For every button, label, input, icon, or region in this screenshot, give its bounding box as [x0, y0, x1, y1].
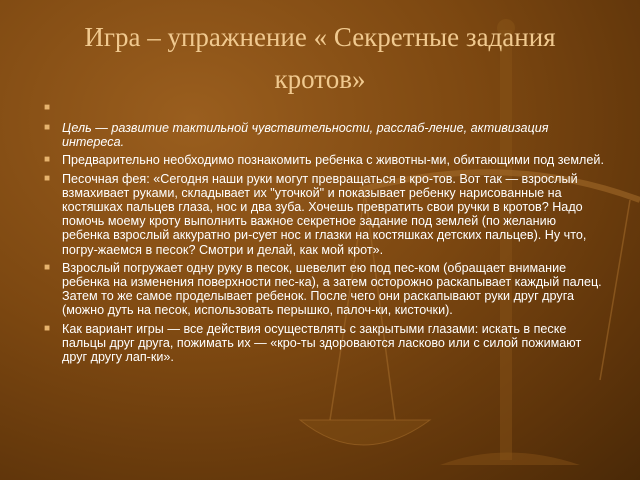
square-bullet-icon: ■	[44, 261, 51, 273]
list-item-preparation: ■ Предварительно необходимо познакомить ребенка с животны-ми, обитающими под землей.	[44, 153, 604, 168]
slide-title: Игра – упражнение « Секретные задания кротов»	[84, 22, 556, 94]
square-bullet-icon: ■	[44, 154, 51, 166]
list-item-goal: ■ Цель — развитие тактильной чувствительности, расслаб-ление, активизация интереса.	[44, 121, 549, 150]
list-item-empty	[44, 101, 604, 115]
slide-body-list	[44, 101, 604, 368]
square-bullet-icon: ■	[44, 172, 51, 184]
list-item-sand-fairy: ■ Песочная фея: «Сегодня наши руки могут превращаться в кро-тов. Вот так — взрослый взмахивает руками, складывает их "уточкой" и показывает ребенку нарисованные на костяшках пальцев глаза, нос и два зуба. Хочешь превратить свои ручки в кротов? Надо помочь моему кроту выполнить важное секретное задание под землей (по желанию ребенка взрослый аккуратно ри-сует нос и глазки на костяшках детских пальцев). Ну что, погру-жаемся в песок? Смотри и делай, как мой крот».	[44, 171, 587, 257]
square-bullet-icon: ■	[44, 102, 51, 113]
list-item-variant: ■ Как вариант игры — все действия осуществлять с закрытыми глазами: искать в песке пальцы друг друга, пожимать их — «кро-ты здороваются ласково или с силой пожимают друг другу лап-ки».	[44, 321, 582, 365]
square-bullet-icon: ■	[44, 122, 51, 133]
square-bullet-icon: ■	[44, 322, 51, 334]
list-item-adult-action: ■ Взрослый погружает одну руку в песок, шевелит ею под пес-ком (обращает внимание ребенка на изменения поверхности пес-ка), а затем осторожно раскапывает каждый палец. Затем то же самое проделывает ребенок. После чего они раскапывают руки друг друга (можно дуть на песок, использовать перышко, палоч-ки, кисточки).	[44, 260, 602, 318]
